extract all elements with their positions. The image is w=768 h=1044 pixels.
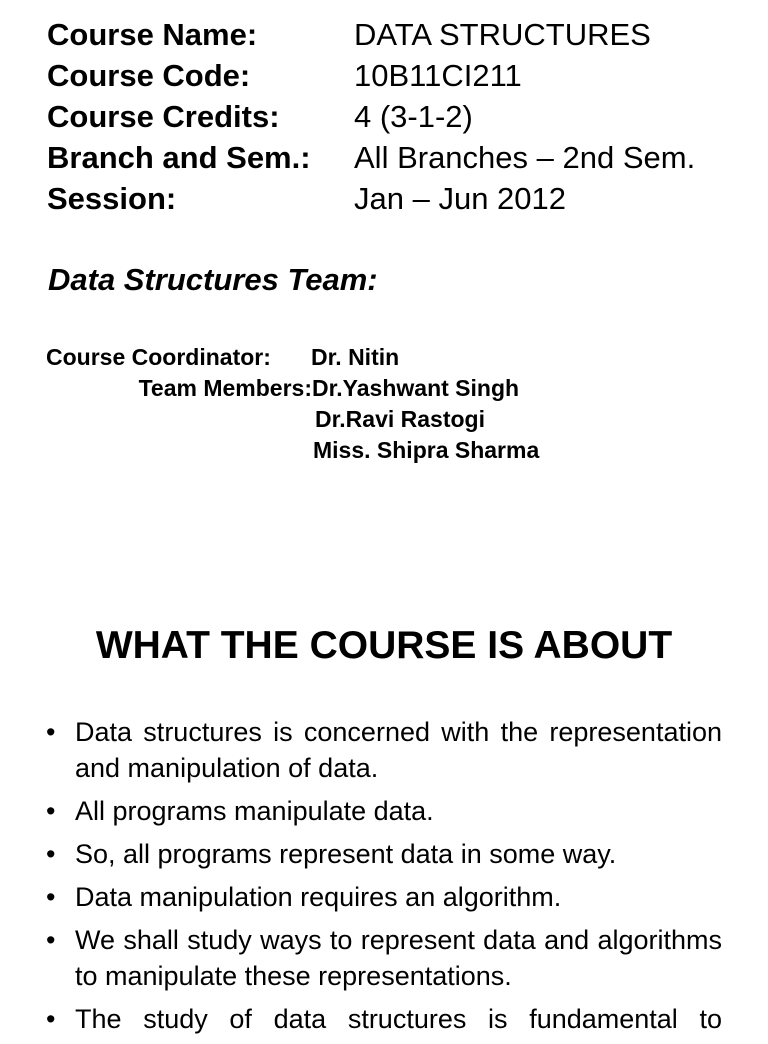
branch-sem-row [47, 137, 695, 178]
member-name: Miss. Shipra Sharma [313, 437, 540, 463]
bullet-text: The study of data structures is fundamental to [75, 1004, 722, 1034]
list-item [46, 793, 722, 829]
session-row [47, 178, 695, 219]
team-heading: Data Structures Team: [48, 262, 378, 297]
course-name-value: DATA STRUCTURES [354, 17, 651, 52]
branch-sem-label: Branch and Sem.: [47, 140, 311, 175]
member-name: Dr.Ravi Rastogi [315, 406, 485, 432]
list-item [46, 922, 722, 994]
member-name: Dr.Yashwant Singh [312, 375, 520, 401]
bullet-text: All programs manipulate data. [75, 796, 434, 826]
course-credits-row [47, 96, 695, 137]
list-item [46, 1001, 722, 1037]
course-info-table [47, 14, 695, 219]
bullet-icon: • [46, 839, 56, 869]
bullet-text: Data structures is concerned with the representation and manipulation of data. [75, 717, 722, 783]
branch-sem-value: All Branches – 2nd Sem. [354, 140, 696, 175]
bullet-icon: • [46, 717, 56, 747]
bullet-icon: • [46, 1004, 56, 1034]
coordinator-name: Dr. Nitin [311, 344, 400, 370]
course-code-label: Course Code: [47, 58, 251, 93]
members-row [46, 435, 539, 466]
session-label: Session: [47, 181, 177, 216]
bullet-text: Data manipulation requires an algorithm. [75, 882, 562, 912]
session-value: Jan – Jun 2012 [354, 181, 567, 216]
bullet-text: We shall study ways to represent data and algorithms to manipulate these representations. [75, 925, 722, 991]
coordinator-label: Course Coordinator: [46, 344, 271, 370]
members-row [46, 404, 539, 435]
course-name-label: Course Name: [47, 17, 258, 52]
bullet-icon: • [46, 796, 56, 826]
bullet-icon: • [46, 925, 56, 955]
coordinator-row [46, 342, 539, 373]
list-item [46, 879, 722, 915]
course-name-row [47, 14, 695, 55]
members-label: Team Members: [138, 375, 312, 401]
bullet-list [46, 714, 722, 1044]
course-code-row [47, 55, 695, 96]
team-block [46, 342, 539, 466]
course-code-value: 10B11CI211 [354, 58, 522, 93]
list-item [46, 836, 722, 872]
list-item [46, 714, 722, 786]
section-title: WHAT THE COURSE IS ABOUT [95, 624, 673, 667]
bullet-icon: • [46, 882, 56, 912]
members-row [46, 373, 539, 404]
course-credits-value: 4 (3-1-2) [354, 99, 473, 134]
course-credits-label: Course Credits: [47, 99, 280, 134]
bullet-text: So, all programs represent data in some way. [75, 839, 617, 869]
